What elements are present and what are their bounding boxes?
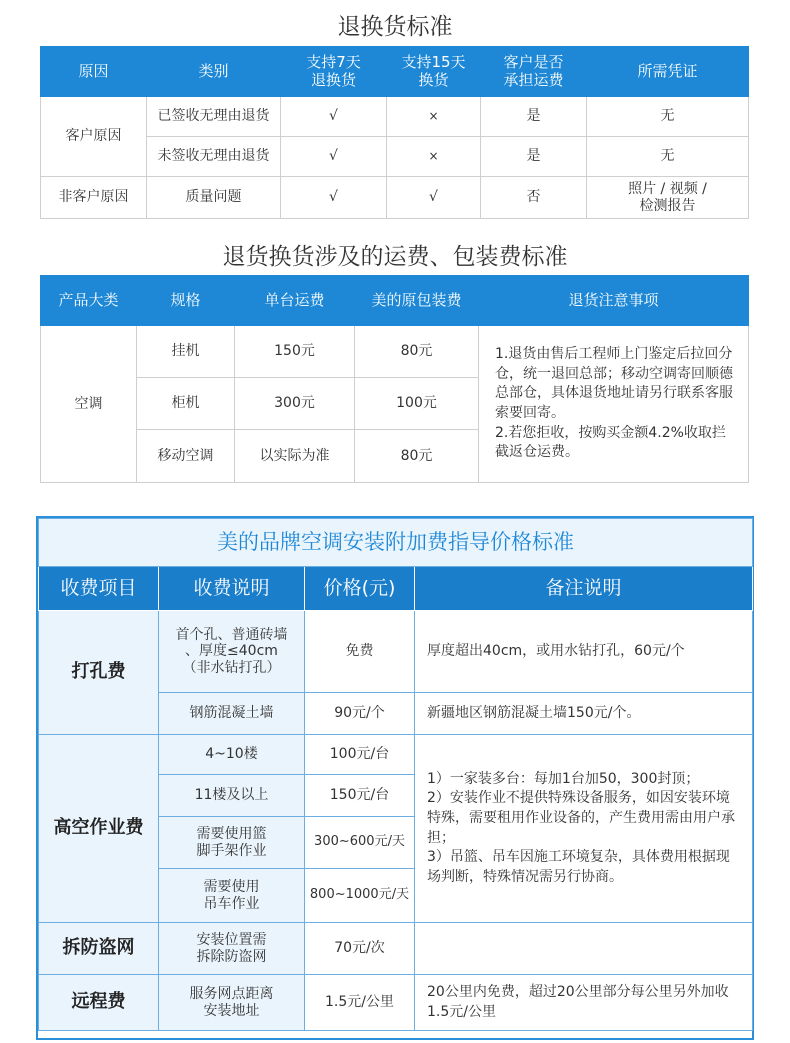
cell-price: 免费 (305, 611, 415, 693)
cell-proof: 照片 / 视频 / 检测报告 (587, 177, 749, 219)
header-price: 价格(元) (305, 567, 415, 611)
cell-packaging: 80元 (355, 430, 479, 483)
cell-desc: 4~10楼 (159, 735, 305, 775)
shipping-fee-table (40, 275, 749, 483)
cell-remark: 新疆地区钢筋混凝土墙150元/个。 (415, 693, 753, 735)
table-row (41, 97, 749, 137)
table-row (39, 923, 753, 975)
cell-desc: 首个孔、普通砖墙 、厚度≤40cm （非水钻打孔） (159, 611, 305, 693)
cell-packaging: 100元 (355, 378, 479, 430)
cell-fee: 否 (481, 177, 587, 219)
cell-fee: 是 (481, 137, 587, 177)
cell-proof: 无 (587, 137, 749, 177)
category-high-altitude: 高空作业费 (39, 735, 159, 923)
return-notes: 1.退货由售后工程师上门鉴定后拉回分仓，统一退回总部；移动空调寄回顺德总部仓，具体退货地址请另行联系客服索要回寄。 2.若您拒收，按购买金额4.2%收取拦截返仓运费。 (479, 326, 749, 483)
cell-price: 150元/台 (305, 775, 415, 817)
cell-remark (415, 923, 753, 975)
table-row (39, 735, 753, 775)
cell-desc: 安装位置需 拆除防盗网 (159, 923, 305, 975)
table-row (41, 177, 749, 219)
group-non-customer-reason: 非客户原因 (41, 177, 147, 219)
cell-desc: 服务网点距离 安装地址 (159, 975, 305, 1031)
header-spec: 规格 (137, 276, 235, 326)
header-reason: 原因 (41, 47, 147, 97)
cell-desc: 11楼及以上 (159, 775, 305, 817)
group-customer-reason: 客户原因 (41, 97, 147, 177)
install-fee-table (38, 518, 753, 1031)
install-fee-title: 美的品牌空调安装附加费指导价格标准 (39, 519, 753, 567)
table-row (39, 611, 753, 693)
cell-desc: 需要使用篮 脚手架作业 (159, 817, 305, 869)
header-15day: 支持15天 换货 (387, 47, 481, 97)
cell-price: 100元/台 (305, 735, 415, 775)
header-proof: 所需凭证 (587, 47, 749, 97)
header-desc: 收费说明 (159, 567, 305, 611)
cell-price: 1.5元/公里 (305, 975, 415, 1031)
header-item: 收费项目 (39, 567, 159, 611)
header-remark: 备注说明 (415, 567, 753, 611)
header-notes: 退货注意事项 (479, 276, 749, 326)
cell-spec: 移动空调 (137, 430, 235, 483)
cell-price: 70元/次 (305, 923, 415, 975)
cell-price: 800~1000元/天 (305, 869, 415, 923)
cell-category: 未签收无理由退货 (147, 137, 281, 177)
cell-spec: 挂机 (137, 326, 235, 378)
cell-freight: 150元 (235, 326, 355, 378)
header-product: 产品大类 (41, 276, 137, 326)
cell-freight: 300元 (235, 378, 355, 430)
table-row (41, 326, 749, 378)
header-shipping-fee: 客户是否 承担运费 (481, 47, 587, 97)
cell-7day: √ (281, 137, 387, 177)
cell-freight: 以实际为准 (235, 430, 355, 483)
shipping-fee-title: 退货换货涉及的运费、包装费标准 (222, 244, 568, 270)
cell-packaging: 80元 (355, 326, 479, 378)
cell-category: 已签收无理由退货 (147, 97, 281, 137)
cell-7day: √ (281, 97, 387, 137)
cell-price: 90元/个 (305, 693, 415, 735)
category-remote: 远程费 (39, 975, 159, 1031)
table-row (39, 975, 753, 1031)
cell-7day: √ (281, 177, 387, 219)
cell-15day: × (387, 137, 481, 177)
header-packaging: 美的原包装费 (355, 276, 479, 326)
category-drilling: 打孔费 (39, 611, 159, 735)
cell-remark: 厚度超出40cm，或用水钻打孔，60元/个 (415, 611, 753, 693)
install-fee-panel (36, 516, 754, 1040)
header-freight: 单台运费 (235, 276, 355, 326)
cell-remark: 20公里内免费，超过20公里部分每公里另外加收1.5元/公里 (415, 975, 753, 1031)
header-category: 类别 (147, 47, 281, 97)
category-anti-theft-net: 拆防盗网 (39, 923, 159, 975)
cell-fee: 是 (481, 97, 587, 137)
cell-spec: 柜机 (137, 378, 235, 430)
cell-desc: 需要使用 吊车作业 (159, 869, 305, 923)
return-policy-table (40, 46, 749, 219)
table-row (41, 137, 749, 177)
cell-desc: 钢筋混凝土墙 (159, 693, 305, 735)
cell-price: 300~600元/天 (305, 817, 415, 869)
cell-proof: 无 (587, 97, 749, 137)
cell-category: 质量问题 (147, 177, 281, 219)
cell-15day: √ (387, 177, 481, 219)
cell-15day: × (387, 97, 481, 137)
high-altitude-remark: 1）一家装多台：每加1台加50，300封顶； 2）安装作业不提供特殊设备服务，如因安装环境特殊，需要租用作业设备的，产生费用需由用户承担； 3）吊篮、吊车因施工环境复杂，具体费用根据现场判断，特殊情况需另行协商。 (415, 735, 753, 923)
header-7day: 支持7天 退换货 (281, 47, 387, 97)
product-aircon: 空调 (41, 326, 137, 483)
return-policy-title: 退换货标准 (337, 14, 453, 40)
